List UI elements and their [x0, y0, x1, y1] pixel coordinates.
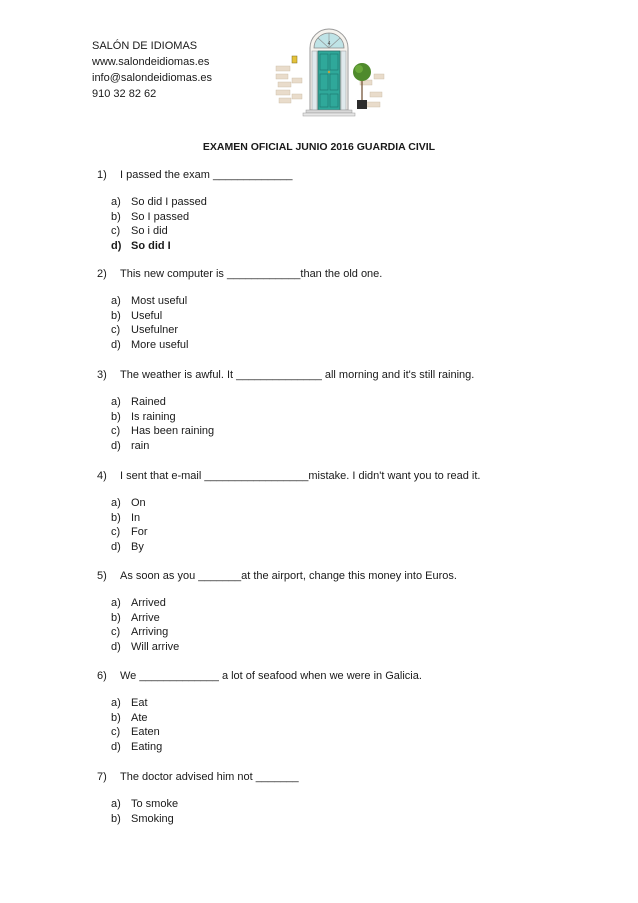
question-text: We _____________ a lot of seafood when we were in Galicia. — [120, 670, 422, 682]
question-number: 3) — [97, 369, 107, 381]
answer-option — [111, 425, 215, 438]
option-letter: d) — [111, 740, 121, 753]
answer-option — [111, 439, 150, 452]
door-logo-icon — [270, 18, 388, 118]
question-5 — [97, 570, 457, 582]
option-text: Useful — [131, 309, 163, 322]
option-text: Eaten — [131, 726, 160, 739]
answer-option — [111, 626, 169, 639]
option-letter: c) — [111, 324, 121, 337]
answer-option — [111, 295, 188, 307]
answer-option — [111, 324, 179, 337]
answer-option — [111, 726, 160, 739]
option-text: More useful — [131, 338, 189, 351]
question-number: 6) — [97, 670, 107, 682]
answer-option — [111, 798, 179, 810]
option-letter: d) — [111, 338, 121, 351]
option-text: Arrived — [131, 597, 166, 609]
answer-option — [111, 611, 160, 624]
school-website: www.salondeidiomas.es — [92, 56, 210, 68]
exam-title: EXAMEN OFICIAL JUNIO 2016 GUARDIA CIVIL — [202, 141, 436, 153]
answer-option — [111, 511, 141, 524]
option-letter: b) — [111, 812, 121, 825]
question-text: As soon as you _______at the airport, change this money into Euros. — [120, 570, 457, 582]
answer-option — [111, 338, 189, 351]
option-text: Eat — [131, 697, 148, 709]
answer-option — [111, 396, 166, 408]
question-number: 1) — [97, 169, 107, 181]
option-text: So I passed — [131, 210, 190, 223]
option-letter: a) — [111, 396, 121, 408]
option-text: Eating — [131, 740, 163, 753]
answer-option — [111, 225, 168, 238]
question-number: 7) — [97, 771, 107, 783]
option-letter: b) — [111, 611, 121, 624]
school-phone: 910 32 82 62 — [92, 88, 157, 100]
answer-option — [111, 526, 148, 539]
question-4 — [97, 470, 481, 482]
option-letter: b) — [111, 410, 121, 423]
option-text: Rained — [131, 396, 166, 408]
option-text: Arrive — [131, 611, 160, 624]
question-text: I sent that e-mail _________________mistake. I didn't want you to read it. — [120, 470, 481, 482]
answer-option — [111, 210, 190, 223]
option-text: Is raining — [131, 410, 176, 423]
option-text: Most useful — [131, 295, 188, 307]
option-text: Usefulner — [131, 324, 179, 337]
option-text: So i did — [131, 225, 168, 238]
question-number: 2) — [97, 268, 107, 280]
answer-option — [111, 196, 207, 208]
option-letter: c) — [111, 425, 121, 438]
answer-option — [111, 540, 144, 553]
answer-option — [111, 697, 148, 709]
question-number: 4) — [97, 470, 107, 482]
option-letter: c) — [111, 626, 121, 639]
option-text: By — [131, 540, 144, 553]
answer-option — [111, 740, 163, 753]
answer-option — [111, 497, 146, 509]
option-text: So did I passed — [131, 196, 207, 208]
option-text: So did I — [131, 239, 171, 252]
option-letter: b) — [111, 210, 121, 223]
answer-option — [111, 239, 171, 252]
answer-option — [111, 812, 174, 825]
option-text: rain — [131, 439, 150, 452]
school-name: SALÓN DE IDIOMAS — [92, 40, 198, 52]
school-email: info@salondeidiomas.es — [92, 72, 213, 84]
option-letter: a) — [111, 295, 121, 307]
option-letter: b) — [111, 309, 121, 322]
question-3 — [97, 369, 475, 381]
option-letter: a) — [111, 497, 121, 509]
option-letter: a) — [111, 697, 121, 709]
option-text: Has been raining — [131, 425, 215, 438]
option-text: To smoke — [131, 798, 179, 810]
option-text: Arriving — [131, 626, 169, 639]
option-text: In — [131, 511, 141, 524]
answer-option — [111, 597, 166, 609]
question-text: The doctor advised him not _______ — [120, 771, 299, 783]
question-text: I passed the exam _____________ — [120, 169, 293, 181]
option-letter: a) — [111, 597, 121, 609]
answer-option — [111, 410, 176, 423]
option-letter: a) — [111, 196, 121, 208]
svg-text:4: 4 — [327, 41, 331, 47]
option-letter: b) — [111, 711, 121, 724]
school-header — [92, 38, 212, 102]
answer-option — [111, 640, 180, 653]
option-letter: c) — [111, 225, 121, 238]
question-1 — [97, 169, 293, 181]
option-letter: a) — [111, 798, 121, 810]
option-text: Smoking — [131, 812, 174, 825]
question-2 — [97, 268, 383, 280]
question-7 — [97, 771, 299, 783]
question-6 — [97, 670, 422, 682]
question-number: 5) — [97, 570, 107, 582]
option-text: On — [131, 497, 146, 509]
question-text: The weather is awful. It ______________ all morning and it's still raining. — [120, 369, 475, 381]
answer-option — [111, 711, 148, 724]
option-letter: b) — [111, 511, 121, 524]
option-letter: c) — [111, 726, 121, 739]
answer-option — [111, 309, 163, 322]
option-letter: d) — [111, 640, 121, 653]
option-text: Ate — [131, 711, 148, 724]
option-letter: d) — [111, 239, 122, 252]
option-letter: d) — [111, 540, 121, 553]
option-text: Will arrive — [131, 640, 180, 653]
option-letter: d) — [111, 439, 121, 452]
option-text: For — [131, 526, 148, 539]
option-letter: c) — [111, 526, 121, 539]
question-text: This new computer is ____________than the old one. — [120, 268, 383, 280]
